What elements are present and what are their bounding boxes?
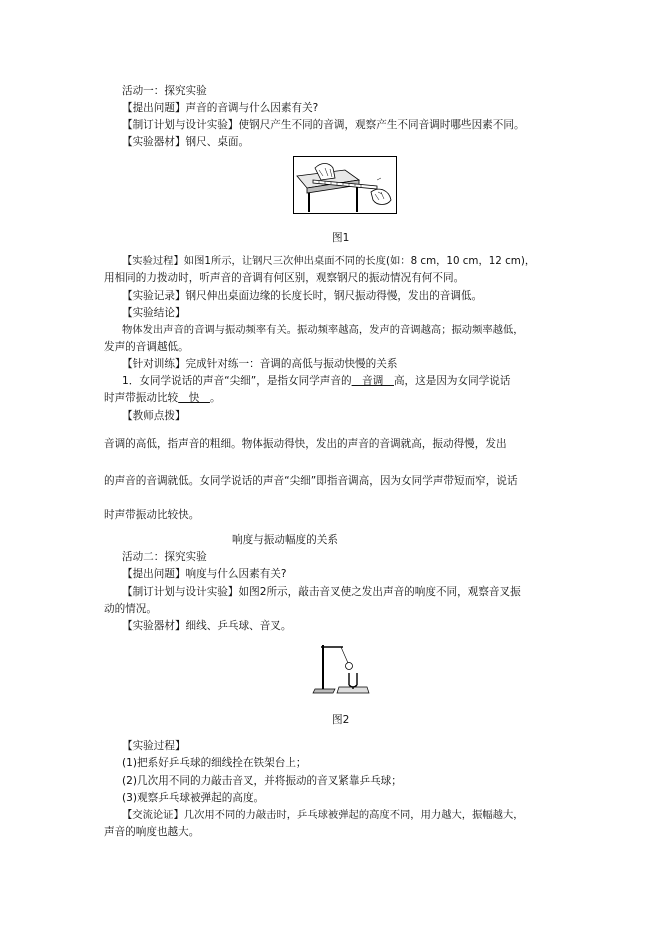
activity1-conclusion-line2: 发声的音调越低。 bbox=[104, 341, 189, 353]
figure-1-caption: 图1 bbox=[332, 232, 350, 244]
activity2-step-3: (3)观察乒乓球被弹起的高度。 bbox=[122, 792, 265, 804]
section2-title: 响度与振动幅度的关系 bbox=[232, 534, 338, 546]
question-1-answer-pitch: 音调 bbox=[351, 375, 394, 387]
question-1-answer-fast: 快 bbox=[178, 392, 210, 404]
teacher-tips-line1: 音调的高低，指声音的粗细。物体振动得快，发出的声音的音调就高，振动得慢，发出 bbox=[104, 438, 507, 450]
activity1-materials: 【实验器材】钢尺、桌面。 bbox=[122, 136, 250, 148]
activity1-process-line2: 用相同的力拨动时，听声音的音调有何区别，观察钢尺的振动情况有何不同。 bbox=[104, 272, 465, 284]
activity2-process-title: 【实验过程】 bbox=[122, 740, 186, 752]
activity1-record: 【实验记录】钢尺伸出桌面边缘的长度长时，钢尺振动得慢，发出的音调低。 bbox=[122, 290, 483, 302]
activity1-training-title: 【针对训练】完成针对练一：音调的高低与振动快慢的关系 bbox=[122, 358, 398, 370]
activity1-process-line1: 【实验过程】如图1所示，让钢尺三次伸出桌面不同的长度(如：8 cm，10 cm，12 cm)， bbox=[122, 255, 536, 267]
question-1-line1 bbox=[122, 374, 511, 388]
activity1-plan: 【制订计划与设计实验】使钢尺产生不同的音调，观察产生不同音调时哪些因素不同。 bbox=[122, 119, 525, 131]
question-1-line2 bbox=[104, 391, 221, 405]
figure-2-tuning-fork-illustration bbox=[311, 639, 371, 697]
question-1-line2-suffix: 。 bbox=[209, 392, 221, 404]
activity2-argument-line1: 【交流论证】几次用不同的力敲击时，乒乓球被弹起的高度不同，用力越大，振幅越大， bbox=[122, 809, 524, 821]
figure-1-ruler-illustration bbox=[293, 156, 397, 214]
figure-2-caption: 图2 bbox=[332, 714, 350, 726]
teacher-tips-title: 【教师点拨】 bbox=[122, 410, 186, 422]
activity2-argument-line2: 声音的响度也越大。 bbox=[104, 826, 200, 838]
question-1-line2-prefix: 时声带振动比较 bbox=[104, 392, 179, 404]
activity2-step-1: (1)把系好乒乓球的细线拴在铁架台上； bbox=[122, 757, 307, 769]
activity2-plan-line1: 【制订计划与设计实验】如图2所示，敲击音叉使之发出声音的响度不同，观察音叉振 bbox=[122, 586, 521, 598]
teacher-tips-line3: 时声带振动比较快。 bbox=[104, 509, 200, 521]
activity2-plan-line2: 动的情况。 bbox=[104, 603, 157, 615]
activity1-title: 活动一：探究实验 bbox=[122, 85, 207, 97]
activity2-step-2: (2)几次用不同的力敲击音叉，并将振动的音叉紧靠乒乓球； bbox=[122, 775, 402, 787]
question-1-prefix: 1．女同学说话的声音“尖细”，是指女同学声音的 bbox=[122, 375, 352, 387]
activity1-conclusion-title: 【实验结论】 bbox=[122, 307, 186, 319]
activity2-materials: 【实验器材】细线、乒乓球、音叉。 bbox=[122, 620, 292, 632]
teacher-tips-line2: 的声音的音调就低。女同学说话的声音“尖细”即指音调高，因为女同学声带短而窄，说话 bbox=[104, 475, 518, 487]
activity2-question: 【提出问题】响度与什么因素有关? bbox=[122, 568, 287, 580]
activity1-question: 【提出问题】声音的音调与什么因素有关? bbox=[122, 102, 319, 114]
question-1-mid: 高，这是因为女同学说话 bbox=[393, 375, 511, 387]
activity1-conclusion-line1: 物体发出声音的音调与振动频率有关。振动频率越高，发声的音调越高；振动频率越低， bbox=[122, 324, 524, 336]
activity2-title: 活动二：探究实验 bbox=[122, 551, 207, 563]
